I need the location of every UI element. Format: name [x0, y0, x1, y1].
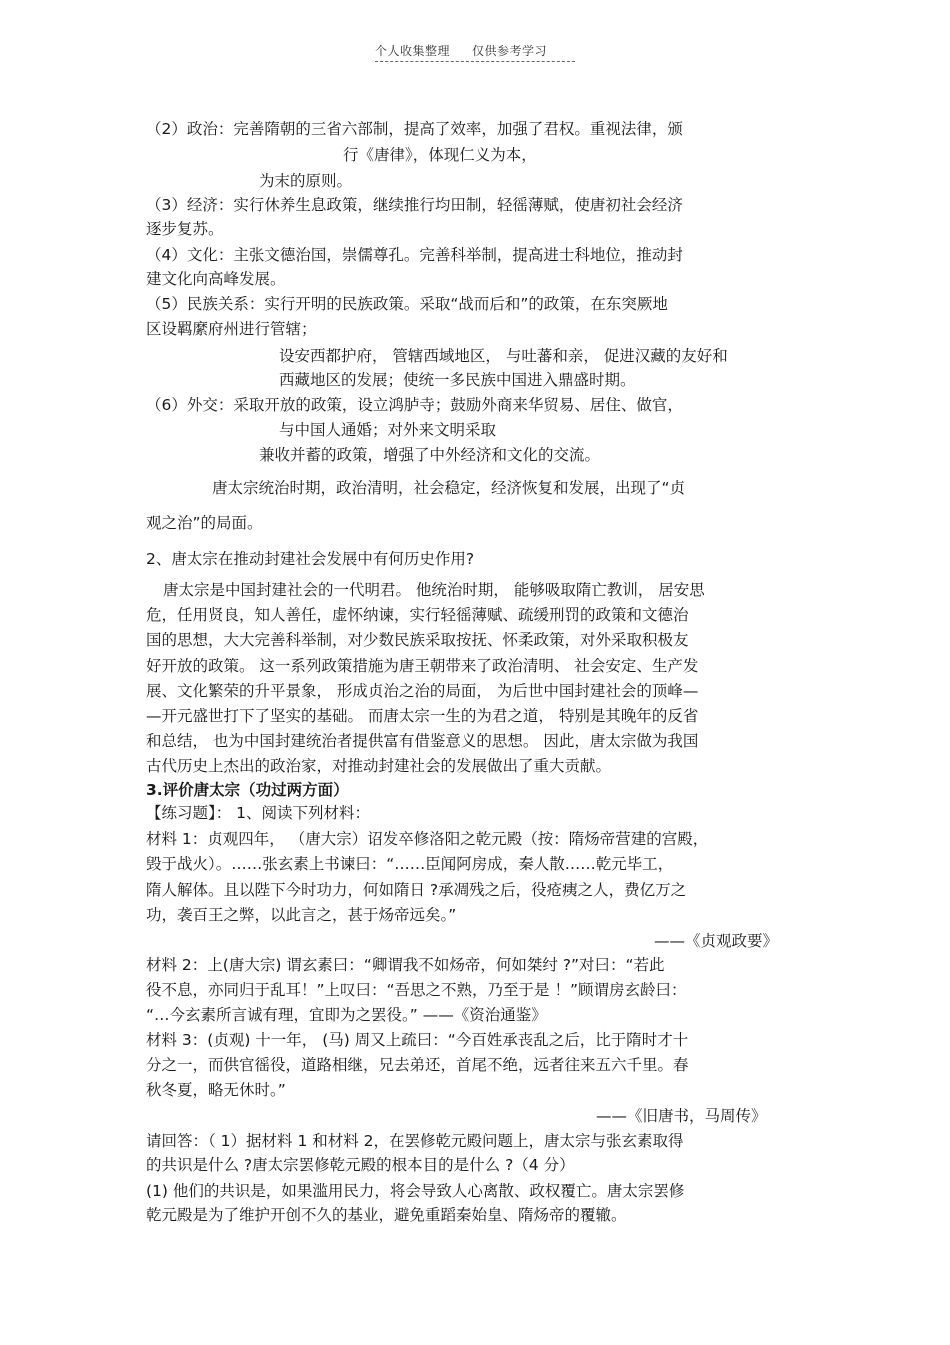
text-line: 役不息，亦同归于乱耳！”上叹曰：“吾思之不熟，乃至于是 ！”顾谓房玄龄曰：: [146, 981, 687, 999]
text-line: 和总结， 也为中国封建统治者提供富有借鉴意义的思想。 因此，唐太宗做为我国: [146, 732, 699, 750]
text-line: 与中国人通婚；对外来文明采取: [279, 421, 497, 439]
text-line: 逐步复苏。: [146, 220, 224, 238]
text-line: 乾元殿是为了维护开创不久的基业，避免重蹈秦始皇、隋炀帝的覆辙。: [146, 1206, 627, 1224]
text-line: 行《唐律》，体现仁义为本，: [343, 146, 537, 164]
text-line: “…今玄素所言诚有理，宜即为之罢役。” ——《资治通鉴》: [146, 1006, 547, 1024]
text-line: (1) 他们的共识是，如果滥用民力，将会导致人心离散、政权覆亡。唐太宗罢修: [146, 1182, 685, 1200]
source-citation: ——《贞观政要》: [654, 932, 779, 950]
text-line: （3）经济：实行休养生息政策，继续推行均田制，轻徭薄赋，使唐初社会经济: [146, 196, 683, 214]
text-line: 分之一，而供官徭役，道路相继，兄去弟还，首尾不绝，远者往来五六千里。春: [146, 1056, 689, 1074]
text-line: （6）外交：采取开放的政策，设立鸿胪寺；鼓励外商来华贸易、居住、做官，: [146, 396, 683, 414]
text-line: （5）民族关系：实行开明的民族政策。采取“战而后和”的政策，在东突厥地: [146, 295, 668, 313]
text-line: 区设羁縻府州进行管辖；: [146, 320, 317, 338]
text-line: 西藏地区的发展；使统一多民族中国进入鼎盛时期。: [279, 371, 636, 389]
text-line: 观之治”的局面。: [146, 514, 263, 532]
text-line: 设安西都护府， 管辖西域地区， 与吐蕃和亲， 促进汉藏的友好和: [279, 347, 728, 365]
text-line: 秋冬夏，略无休时。”: [146, 1081, 286, 1099]
text-line: 兼收并蓄的政策，增强了中外经济和文化的交流。: [259, 446, 601, 464]
text-line: 【练习题】： 1、阅读下列材料：: [146, 804, 371, 822]
text-line: 的共识是什么 ?唐太宗罢修乾元殿的根本目的是什么 ?（4 分）: [146, 1156, 575, 1174]
text-line: 展、文化繁荣的升平景象， 形成贞治之治的局面， 为后世中国封建社会的顶峰—: [146, 682, 699, 700]
section-heading: 3.评价唐太宗（功过两方面）: [146, 781, 349, 799]
text-line: 建文化向高峰发展。: [146, 270, 286, 288]
text-line: 国的思想，大大完善科举制，对少数民族采取按抚、怀柔政策，对外采取积极友: [146, 631, 689, 649]
header-left-text: 个人收集整理: [375, 44, 451, 58]
text-line: 危，任用贤良，知人善任，虚怀纳谏，实行轻徭薄赋、疏缓刑罚的政策和文德治: [146, 606, 689, 624]
text-line: 请回答：（ 1）据材料 1 和材料 2，在罢修乾元殿问题上，唐太宗与张玄素取得: [146, 1132, 684, 1150]
text-line: 唐太宗统治时期，政治清明，社会稳定，经济恢复和发展，出现了“贞: [212, 479, 686, 497]
text-line: 古代历史上杰出的政治家，对推动封建社会的发展做出了重大贡献。: [146, 757, 612, 775]
text-line: 材料 3：(贞观) 十一年， (马) 周又上疏曰：“今百姓承丧乱之后，比于隋时才十: [146, 1031, 689, 1049]
page-header: [375, 42, 575, 62]
text-line: 唐太宗是中国封建社会的一代明君。 他统治时期， 能够吸取隋亡教训， 居安思: [163, 581, 705, 599]
text-line: （2）政治：完善隋朝的三省六部制，提高了效率，加强了君权。重视法律，颁: [146, 120, 683, 138]
text-line: 毁于战火）。……张玄素上书谏曰：“……臣闻阿房成，秦人散……乾元毕工，: [146, 855, 674, 873]
text-line: 好开放的政策。 这一系列政策措施为唐王朝带来了政治清明、 社会安定、生产发: [146, 657, 699, 675]
text-line: 为末的原则。: [259, 172, 353, 190]
section-heading: 2、唐太宗在推动封建社会发展中有何历史作用?: [146, 550, 475, 568]
text-line: 材料 2：上(唐大宗) 谓玄素曰：“卿谓我不如炀帝，何如桀纣 ?”对曰：“若此: [146, 956, 665, 974]
text-line: —开元盛世打下了坚实的基础。 而唐太宗一生的为君之道， 特别是其晚年的反省: [146, 707, 699, 725]
text-line: 隋人解体。且以陛下今时功力，何如隋日 ?承凋残之后，役疮痍之人，费亿万之: [146, 881, 687, 899]
text-line: 功，袭百王之弊，以此言之，甚于炀帝远矣。”: [146, 906, 457, 924]
text-line: 材料 1：贞观四年， （唐大宗）诏发卒修洛阳之乾元殿（按：隋炀帝营建的宫殿，: [146, 830, 709, 848]
header-right-text: 仅供参考学习: [472, 44, 548, 58]
source-citation: ——《旧唐书，马周传》: [596, 1107, 767, 1125]
text-line: （4）文化：主张文德治国，崇儒尊孔。完善科举制，提高进士科地位，推动封: [146, 246, 683, 264]
